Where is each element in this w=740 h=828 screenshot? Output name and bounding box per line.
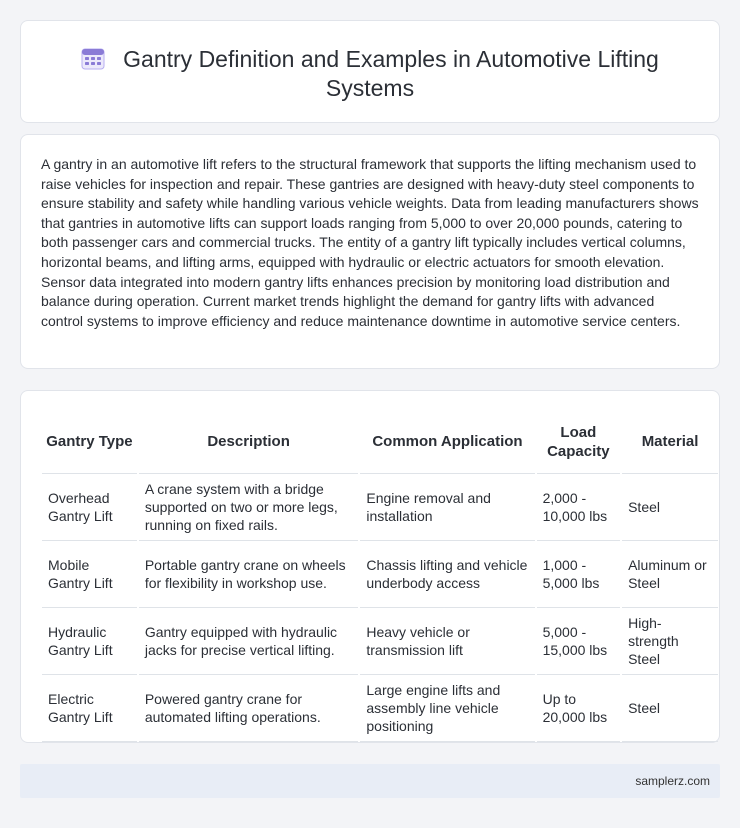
cell-gantry-type: Hydraulic Gantry Lift bbox=[42, 607, 138, 674]
footer-site-link[interactable]: samplerz.com bbox=[635, 774, 710, 788]
gantry-table bbox=[42, 411, 718, 742]
table-row bbox=[42, 674, 718, 741]
cell-common-application: Heavy vehicle or transmission lift bbox=[359, 607, 535, 674]
cell-load-capacity: 5,000 - 15,000 lbs bbox=[536, 607, 622, 674]
header-common-application: Common Application bbox=[359, 411, 535, 473]
header-material: Material bbox=[621, 411, 718, 473]
cell-common-application: Engine removal and installation bbox=[359, 473, 535, 540]
header-load-capacity: Load Capacity bbox=[536, 411, 622, 473]
intro-paragraph: A gantry in an automotive lift refers to the structural framework that supports the lifting mechanism used to raise vehicles for inspection and repair. These gantries are designed with heavy-duty steel components to ensure stability and safety while handling various vehicle weights. Data from leading manufacturers shows that gantries in automotive lifts can support loads ranging from 5,000 to over 20,000 pounds, catering to both passenger cars and commercial trucks. The entity of a gantry lift typically includes vertical columns, horizontal beams, and lifting arms, equipped with hydraulic or electric actuators for smooth elevation. Sensor data integrated into modern gantry lifts enhances precision by monitoring load distribution and balance during operation. Current market trends highlight the demand for gantry lifts with advanced control systems to improve efficiency and reduce maintenance downtime in automotive service centers. bbox=[41, 156, 699, 329]
cell-description: Portable gantry crane on wheels for flexibility in workshop use. bbox=[138, 540, 360, 607]
cell-description: Powered gantry crane for automated lifting operations. bbox=[138, 674, 360, 741]
cell-gantry-type: Mobile Gantry Lift bbox=[42, 540, 138, 607]
page-title: Gantry Definition and Examples in Automotive Lifting Systems bbox=[123, 46, 659, 101]
cell-load-capacity: 1,000 - 5,000 lbs bbox=[536, 540, 622, 607]
table-card bbox=[20, 390, 720, 743]
cell-material: Steel bbox=[621, 473, 718, 540]
table-header-row bbox=[42, 411, 718, 473]
cell-description: Gantry equipped with hydraulic jacks for precise vertical lifting. bbox=[138, 607, 360, 674]
table-row bbox=[42, 540, 718, 607]
cell-material: Steel bbox=[621, 674, 718, 741]
page-title-wrap bbox=[21, 45, 719, 103]
cell-gantry-type: Electric Gantry Lift bbox=[42, 674, 138, 741]
cell-material: High-strength Steel bbox=[621, 607, 718, 674]
footer-bar bbox=[20, 764, 720, 798]
cell-load-capacity: Up to 20,000 lbs bbox=[536, 674, 622, 741]
table-row bbox=[42, 607, 718, 674]
calculator-icon bbox=[81, 48, 105, 70]
cell-description: A crane system with a bridge supported on two or more legs, running on fixed rails. bbox=[138, 473, 360, 540]
intro-card bbox=[20, 134, 720, 369]
table-row bbox=[42, 473, 718, 540]
header-description: Description bbox=[138, 411, 360, 473]
header-gantry-type: Gantry Type bbox=[42, 411, 138, 473]
cell-common-application: Large engine lifts and assembly line vehicle positioning bbox=[359, 674, 535, 741]
title-card bbox=[20, 20, 720, 123]
cell-common-application: Chassis lifting and vehicle underbody access bbox=[359, 540, 535, 607]
cell-load-capacity: 2,000 - 10,000 lbs bbox=[536, 473, 622, 540]
cell-gantry-type: Overhead Gantry Lift bbox=[42, 473, 138, 540]
cell-material: Aluminum or Steel bbox=[621, 540, 718, 607]
